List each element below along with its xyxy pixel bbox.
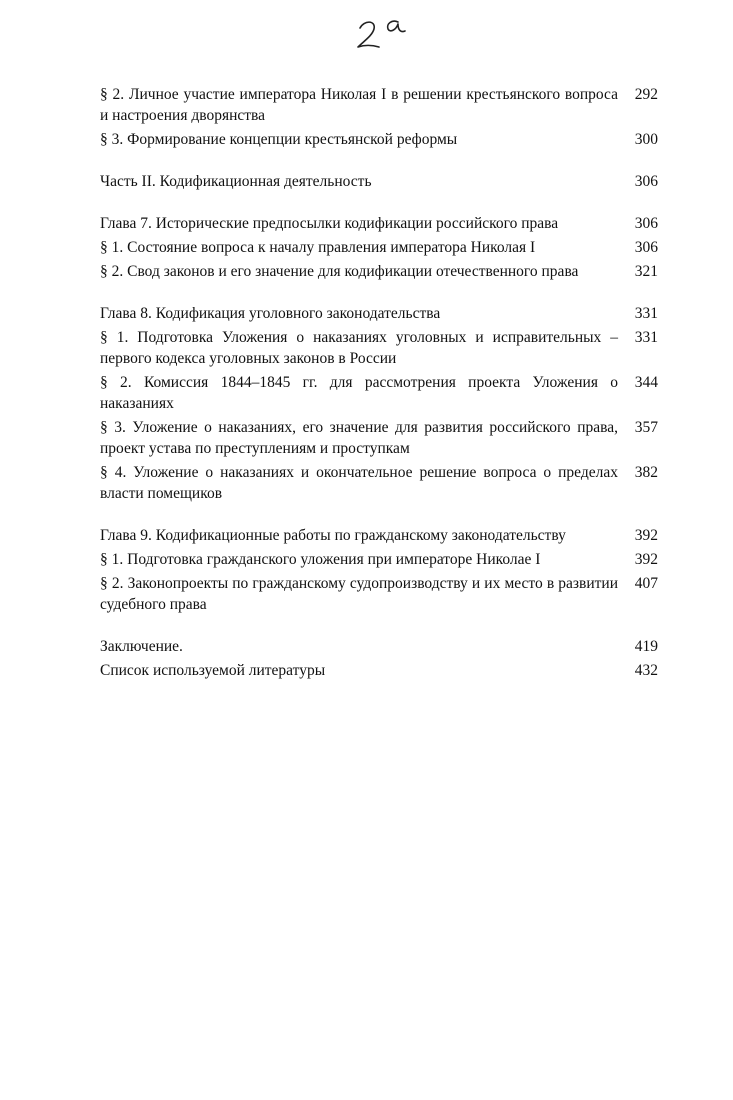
toc-entry (100, 129, 658, 150)
toc-entry-title: § 3. Формирование концепции крестьянской реформы (100, 131, 458, 148)
table-of-contents (100, 84, 658, 681)
toc-entry-title: § 1. Подготовка гражданского уложения при императоре Николае I (100, 551, 541, 568)
toc-entry-page: 392 (634, 527, 658, 544)
toc-entry-title: Часть II. Кодификационная деятельность (100, 173, 372, 190)
toc-entry-page: 419 (634, 638, 658, 655)
toc-entry-title: § 2. Личное участие императора Николая I в решении крестьянского вопроса и настроения дворянства (100, 86, 618, 124)
toc-entry-title: § 2. Свод законов и его значение для кодификации отечественного права (100, 263, 579, 280)
toc-entry-title: Глава 7. Исторические предпосылки кодификации российского права (100, 215, 559, 232)
toc-entry-page: 392 (634, 551, 658, 568)
toc-part-heading (100, 171, 658, 192)
handwritten-page-mark (352, 14, 422, 54)
toc-entry-page: 306 (634, 173, 658, 190)
toc-entry (100, 573, 658, 615)
toc-entry-title: § 3. Уложение о наказаниях, его значение для развития российского права, проект устава по преступлениям и проступкам (100, 419, 618, 457)
toc-entry-title: § 4. Уложение о наказаниях и окончательное решение вопроса о пределах власти помещиков (100, 464, 618, 502)
toc-entry-page: 331 (634, 305, 658, 322)
toc-entry-page: 432 (634, 662, 658, 679)
toc-entry-page: 292 (634, 86, 658, 103)
toc-entry (100, 462, 658, 504)
toc-entry-title: Заключение. (100, 638, 183, 655)
toc-bibliography (100, 660, 658, 681)
toc-entry-title: § 1. Состояние вопроса к началу правления императора Николая I (100, 239, 536, 256)
toc-entry (100, 417, 658, 459)
toc-entry (100, 372, 658, 414)
toc-entry (100, 549, 658, 570)
toc-entry-title: Список используемой литературы (100, 662, 326, 679)
toc-entry (100, 327, 658, 369)
toc-entry-page: 382 (634, 464, 658, 481)
toc-entry (100, 261, 658, 282)
toc-entry-title: § 2. Законопроекты по гражданскому судопроизводству и их место в развитии судебного права (100, 575, 618, 613)
toc-entry-page: 306 (634, 215, 658, 232)
toc-entry-title: Глава 8. Кодификация уголовного законодательства (100, 305, 441, 322)
toc-chapter-heading (100, 303, 658, 324)
toc-entry-page: 357 (634, 419, 658, 436)
toc-entry-title: § 1. Подготовка Уложения о наказаниях уголовных и исправительных – первого кодекса уголовных законов в России (100, 329, 618, 367)
toc-entry-page: 344 (634, 374, 658, 391)
toc-entry-page: 407 (634, 575, 658, 592)
toc-entry-page: 306 (634, 239, 658, 256)
toc-entry-page: 300 (634, 131, 658, 148)
toc-entry-title: § 2. Комиссия 1844–1845 гг. для рассмотрения проекта Уложения о наказаниях (100, 374, 618, 412)
toc-conclusion (100, 636, 658, 657)
toc-entry (100, 237, 658, 258)
toc-entry-page: 331 (634, 329, 658, 346)
toc-chapter-heading (100, 525, 658, 546)
toc-entry-title: Глава 9. Кодификационные работы по гражданскому законодательству (100, 527, 566, 544)
toc-entry (100, 84, 658, 126)
toc-entry-page: 321 (634, 263, 658, 280)
toc-chapter-heading (100, 213, 658, 234)
